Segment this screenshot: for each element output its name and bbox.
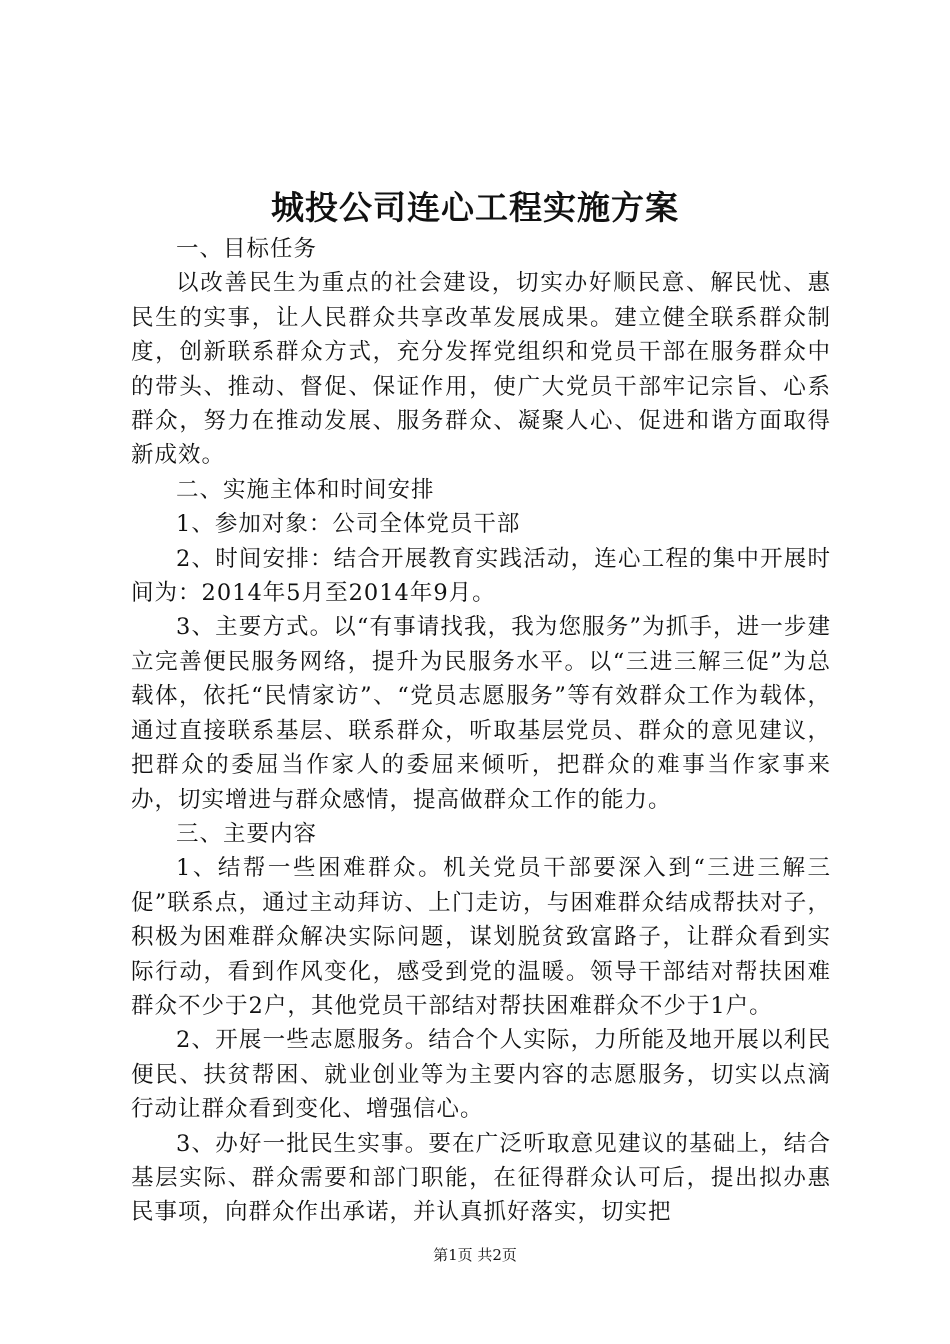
body-paragraph: 1、参加对象：公司全体党员干部 [176, 511, 521, 538]
section-heading: 一、目标任务 [176, 236, 318, 262]
section-heading: 三、主要内容 [176, 820, 318, 847]
body-paragraph: 3、主要方式。以“有事请找我，我为您服务”为抓手，进一步建立完善便民服务网络，提升为民服务水平。以“三进三解三促”为总载体，依托“民情家访”、“党员志愿服务”等有效群众工作为载体，通过直接联系基层、联系群众，听取基层党员、群众的意见建议，把群众的委屈当作家人的委屈来倾听，把群众的难事当作家事来办，切实增进与群众感情，提高做群众工作的能力。 [131, 614, 831, 813]
document-title: 城投公司连心工程实施方案 [271, 188, 679, 227]
body-paragraph: 3、办好一批民生实事。要在广泛听取意见建议的基础上，结合基层实际、群众需要和部门职能，在征得群众认可后，提出拟办惠民事项，向群众作出承诺，并认真抓好落实，切实把 [131, 1130, 831, 1226]
body-paragraph: 2、时间安排：结合开展教育实践活动，连心工程的集中开展时间为：2014年5月至2014年9月。 [131, 545, 831, 607]
page-footer: 第1页 共2页 [433, 1246, 517, 1264]
document-body [131, 232, 831, 1230]
body-paragraph: 2、开展一些志愿服务。结合个人实际，力所能及地开展以利民便民、扶贫帮困、就业创业等为主要内容的志愿服务，切实以点滴行动让群众看到变化、增强信心。 [131, 1027, 831, 1123]
body-paragraph: 以改善民生为重点的社会建设，切实办好顺民意、解民忧、惠民生的实事，让人民群众共享改革发展成果。建立健全联系群众制度，创新联系群众方式，充分发挥党组织和党员干部在服务群众中的带头、推动、督促、保证作用，使广大党员干部牢记宗旨、心系群众，努力在推动发展、服务群众、凝聚人心、促进和谐方面取得新成效。 [131, 270, 831, 469]
body-paragraph: 1、结帮一些困难群众。机关党员干部要深入到“三进三解三促”联系点，通过主动拜访、上门走访，与困难群众结成帮扶对子，积极为困难群众解决实际问题，谋划脱贫致富路子，让群众看到实际行动，看到作风变化，感受到党的温暖。领导干部结对帮扶困难群众不少于2户，其他党员干部结对帮扶困难群众不少于1户。 [131, 855, 831, 1019]
section-heading: 二、实施主体和时间安排 [176, 476, 435, 503]
